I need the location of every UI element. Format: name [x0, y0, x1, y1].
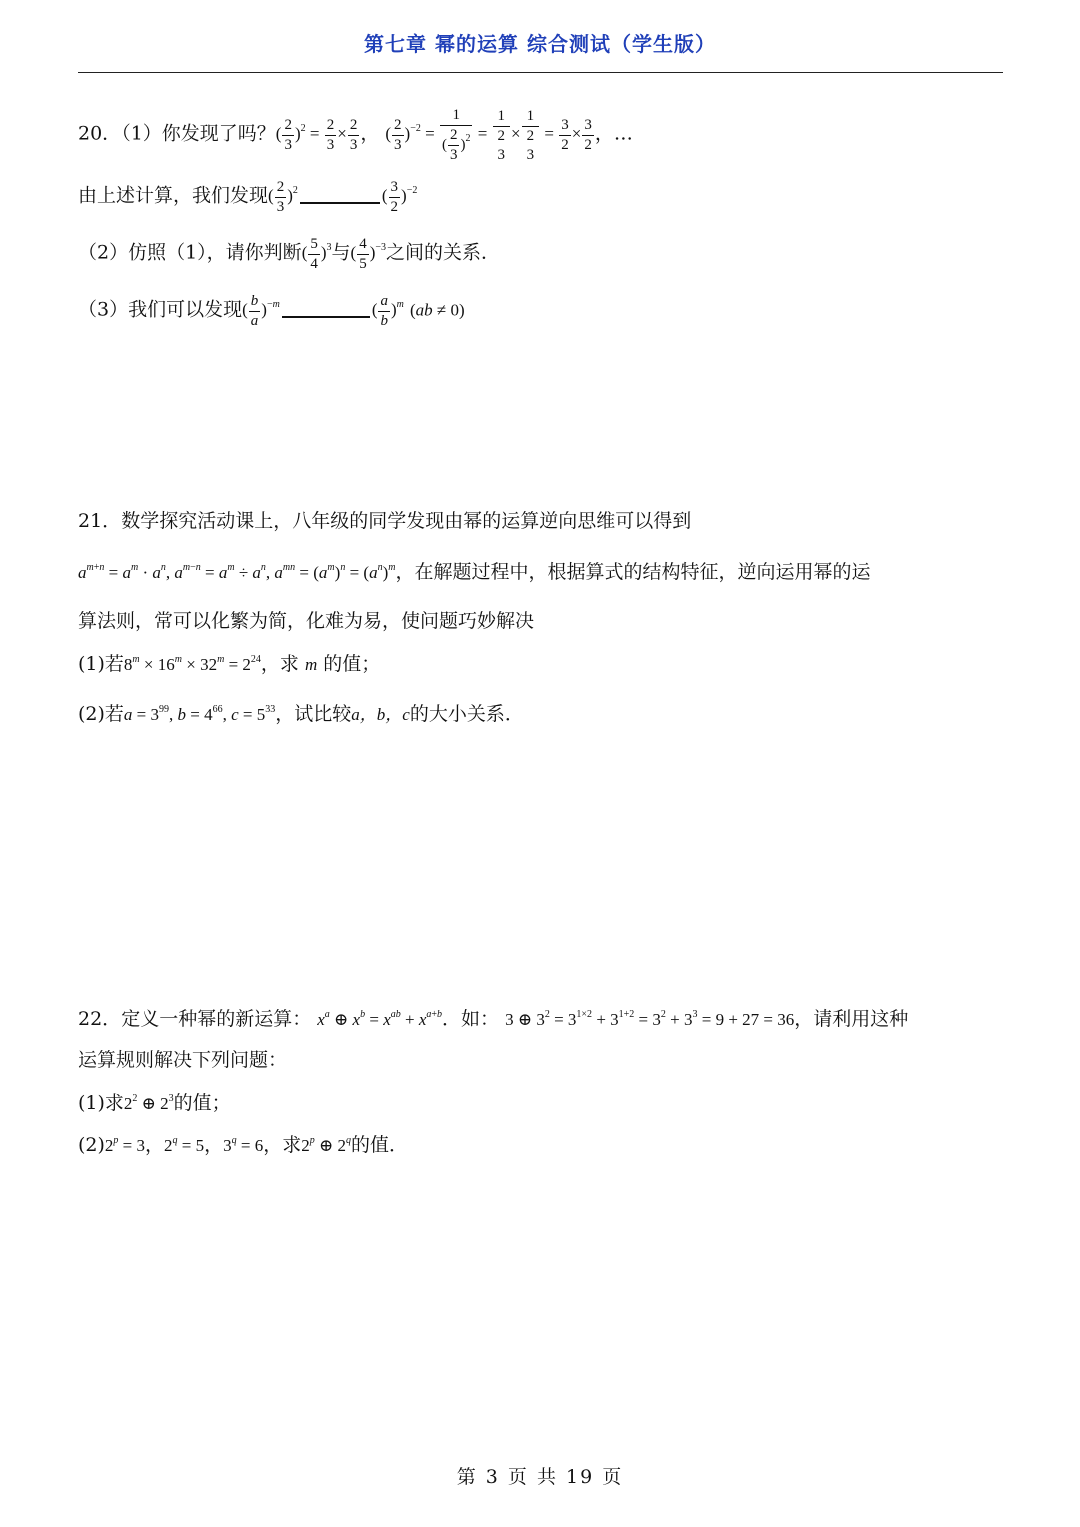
q22-line1 [78, 1010, 908, 1029]
q21-formula: $a^{m+n} = a^m \cdot a^n$, $a^{m-n} = a^m \div a^n$, $a^{mn} = (a^m)^n = (a^n)^m$ [78, 562, 396, 582]
q21-p2-label: (2)若 [78, 703, 124, 725]
q21-p1-tail-a: ，求 [260, 653, 299, 675]
q21-line1-text: 数学探究活动课上，八年级的同学发现由幂的运算逆向思维可以得到 [121, 510, 692, 532]
q20-part1: 20．（1）你发现了吗？( $\frac{2}{3}$ )$^2$ = $\frac{2}{3}$ × $\frac{2}{3}$ ， ( $\frac{2}{3}$ )$^{-2}$ = 1 ( $\frac{2}{3}$ )$^2$ = 1 2 3 × 1 2 3 = $\frac{3}{2}$ × $\frac{3}{2}$ ，… [78, 107, 633, 163]
q20-ellipsis: … [613, 122, 633, 145]
q20-answer-blank-1[interactable] [300, 201, 380, 204]
q21-p2-tail-a: ，试比较 [275, 703, 352, 725]
q22-p2-expression: 2$^p$ ⊕ 2$^q$ [301, 1135, 351, 1155]
header-divider [78, 72, 1003, 73]
page-footer: 第 3 页 共 19 页 [456, 1466, 624, 1488]
q20-conclusion-lhs: ( $\frac{2}{3}$ )$^2$ [268, 179, 298, 215]
q21-part1 [78, 655, 380, 674]
q20-part3-lhs: ( $\frac{b}{a}$ )$^{-m}$ [242, 293, 280, 329]
q20-eq1: ( $\frac{2}{3}$ )$^2$ = $\frac{2}{3}$ × $\frac{2}{3}$ [275, 117, 358, 153]
q21-p2-vars: a，b，c [351, 705, 410, 724]
q22-p2-tail: 的值． [351, 1134, 409, 1156]
q20-answer-blank-2[interactable] [282, 315, 370, 318]
q21-number: 21． [78, 510, 122, 532]
q22-example-label: ．如： [442, 1008, 500, 1030]
q20-number: 20． [78, 122, 122, 145]
page-header-title: 第七章 幂的运算 综合测试（学生版） [364, 32, 716, 56]
q22-p2-cond3: $3^q = 6$ [223, 1135, 264, 1155]
q20-conclusion-rhs: ( $\frac{3}{2}$ )$^{-2}$ [381, 179, 418, 215]
q20-eq2: ( $\frac{2}{3}$ )$^{-2}$ = 1 ( $\frac{2}{3}$ )$^2$ = 1 2 3 × 1 2 3 = $\frac{3}{2}$ × $\frac{3}{2}$ [385, 107, 592, 163]
q20-part2-mid: 与 [331, 241, 351, 264]
q22-number: 22． [78, 1008, 122, 1030]
q20-conclusion-intro: 由上述计算，我们发现 [78, 184, 269, 207]
q20-part2-end: 之间的关系． [386, 241, 501, 264]
q21-p1-tail-b: 的值； [323, 653, 381, 675]
q21-p1-var: m [304, 655, 318, 674]
q21-line3: 算法则，常可以化繁为简，化难为易，使问题巧妙解决 [78, 610, 535, 632]
q20-part3-condition: (ab ≠ 0) [409, 300, 465, 320]
q20-conclusion [78, 180, 417, 215]
q21-p1-equation: $8^m \times 16^m \times 32^m = 2^{24}$ [123, 654, 261, 674]
q20-part2-a: ( $\frac{5}{4}$ )$^3$ [301, 236, 332, 272]
q22-p2-cond1: $2^p = 3$ [104, 1135, 146, 1155]
q22-p2-mid: ，求 [263, 1134, 302, 1156]
q22-intro: 定义一种幂的新运算： [121, 1008, 312, 1030]
q22-tail: ，请利用这种 [794, 1008, 909, 1030]
q20-part3 [78, 294, 465, 329]
q21-p2-equation: $a = 3^{99}$, $b = 4^{66}$, $c = 5^{33}$ [123, 704, 276, 724]
q20-part3-rhs: ( $\frac{a}{b}$ )$^m$ [371, 293, 404, 329]
q22-definition: $x^a$ ⊕ $x^b = x^{ab} + x^{a+b}$ [317, 1009, 443, 1029]
q22-p2-cond2: $2^q = 5$ [164, 1135, 205, 1155]
q20-part2-b: ( $\frac{4}{5}$ )$^{-3}$ [350, 236, 387, 272]
q22-part1 [78, 1094, 231, 1113]
q22-line2: 运算规则解决下列问题： [78, 1049, 288, 1071]
q21-part2 [78, 705, 524, 724]
q22-p1-tail: 的值； [173, 1092, 231, 1114]
q22-p1-expression: $2^2$ ⊕ $2^3$ [123, 1093, 174, 1113]
q20-part2-intro: （2）仿照（1），请你判断 [78, 241, 302, 264]
q21-p1-label: (1)若 [78, 653, 124, 675]
q21-line1 [78, 512, 691, 531]
q20-part3-intro: （3）我们可以发现 [78, 298, 243, 321]
q22-p2-label: (2) [78, 1134, 105, 1156]
q22-example: 3 ⊕ $3^2 = 3^{1\times 2} + 3^{1+2} = 3^2 + 3^3 = 9 + 27 = 36$ [505, 1009, 795, 1029]
q22-p1-label: (1)求 [78, 1092, 124, 1114]
q20-part1-intro: （1）你发现了吗？ [121, 122, 276, 145]
q21-line2 [78, 563, 870, 582]
q22-part2: $(2)2^p = 3$，$2^q = 5$，$3^q = 6$，求2$^p$ ⊕ 2$^q$的值． [78, 1134, 409, 1156]
q21-line2-tail: ，在解题过程中，根据算式的结构特征，逆向运用幂的运 [395, 561, 871, 583]
q20-part2 [78, 237, 500, 272]
q21-p2-tail-b: 的大小关系． [409, 703, 524, 725]
